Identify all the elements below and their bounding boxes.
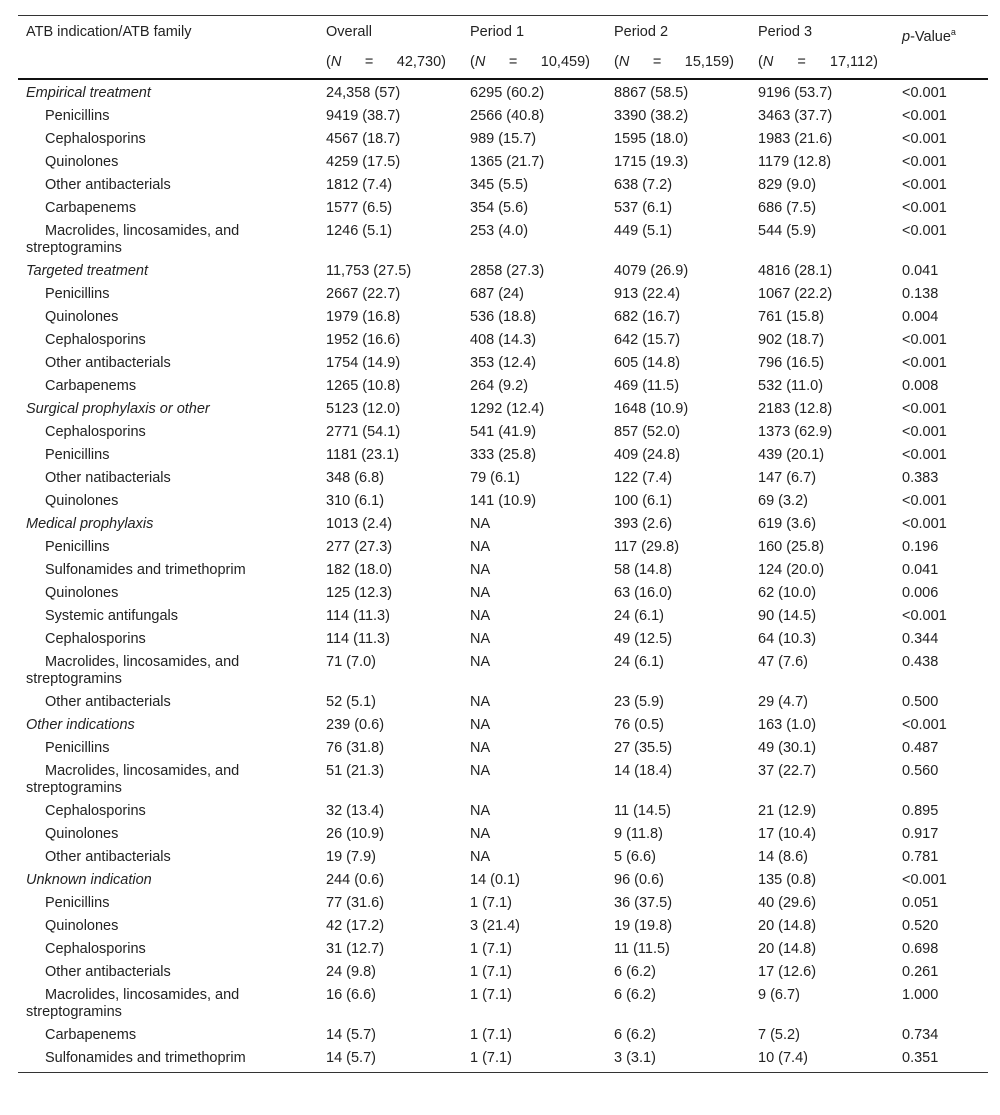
cell-p-value: <0.001 xyxy=(902,423,947,440)
family-row xyxy=(18,800,988,823)
cell-family: Targeted treatment xyxy=(26,262,148,279)
cell-period-3: 160 (25.8) xyxy=(758,538,825,555)
cell-p-value: <0.001 xyxy=(902,176,947,193)
cell-period-1: 1 (7.1) xyxy=(470,986,512,1003)
indication-row xyxy=(18,869,988,892)
cell-overall: 1979 (16.8) xyxy=(326,308,401,325)
cell-period-2: 9 (11.8) xyxy=(614,825,663,842)
cell-family: Cephalosporins xyxy=(45,630,146,647)
cell-period-2: 23 (5.9) xyxy=(614,693,664,710)
family-row xyxy=(18,352,988,375)
cell-period-3: 40 (29.6) xyxy=(758,894,817,911)
cell-period-2: 682 (16.7) xyxy=(614,308,681,325)
family-row xyxy=(18,651,988,691)
cell-family: Quinolones xyxy=(45,492,119,509)
cell-family: Sulfonamides and trimethoprim xyxy=(18,1047,318,1073)
cell-period-1: NA xyxy=(470,584,491,601)
cell-overall: 114 (11.3) xyxy=(326,630,390,647)
cell-period-3: 20 (14.8) xyxy=(758,917,817,934)
cell-period-1: 14 (0.1) xyxy=(470,871,520,888)
cell-period-2: 6 (6.2) xyxy=(614,986,656,1003)
header-n-0: (N = 42,730) xyxy=(318,46,462,79)
cell-period-1: 264 (9.2) xyxy=(470,377,529,394)
cell-family: Other antibacterials xyxy=(45,963,171,980)
cell-period-3: 9 (6.7) xyxy=(758,986,800,1003)
cell-period-3: 10 (7.4) xyxy=(750,1047,894,1073)
cell-p-value: <0.001 xyxy=(902,515,947,532)
cell-period-2: 14 (18.4) xyxy=(614,762,673,779)
cell-p-value: 0.041 xyxy=(902,561,939,578)
cell-period-1: 345 (5.5) xyxy=(470,176,529,193)
cell-family: Unknown indication xyxy=(26,871,152,888)
cell-p-value: <0.001 xyxy=(902,153,947,170)
cell-period-2: 409 (24.8) xyxy=(614,446,681,463)
cell-period-1: 1 (7.1) xyxy=(470,963,512,980)
cell-p-value: <0.001 xyxy=(902,222,947,239)
family-row xyxy=(18,892,988,915)
cell-family: Quinolones xyxy=(45,308,119,325)
cell-p-value: 0.051 xyxy=(902,894,939,911)
cell-period-3: 1067 (22.2) xyxy=(758,285,833,302)
cell-p-value: 0.438 xyxy=(902,653,939,670)
cell-period-2: 36 (37.5) xyxy=(614,894,673,911)
cell-overall: 125 (12.3) xyxy=(326,584,393,601)
cell-family: Cephalosporins xyxy=(45,802,146,819)
indication-row xyxy=(18,79,988,105)
header-empty-p xyxy=(894,46,988,79)
cell-period-3: 62 (10.0) xyxy=(758,584,817,601)
cell-overall: 14 (5.7) xyxy=(326,1026,376,1043)
cell-family: Other indications xyxy=(26,716,135,733)
cell-period-2: 117 (29.8) xyxy=(614,538,680,555)
header-period-1: Period 1 xyxy=(462,16,606,46)
cell-family: Quinolones xyxy=(45,917,119,934)
cell-overall: 31 (12.7) xyxy=(326,940,385,957)
cell-overall: 32 (13.4) xyxy=(326,802,385,819)
cell-period-3: 3463 (37.7) xyxy=(758,107,833,124)
family-row xyxy=(18,846,988,869)
cell-overall: 1812 (7.4) xyxy=(326,176,393,193)
cell-period-2: 3390 (38.2) xyxy=(614,107,689,124)
cell-p-value: 0.487 xyxy=(902,739,939,756)
cell-family: Other antibacterials xyxy=(45,693,171,710)
family-row xyxy=(18,1024,988,1047)
cell-p-value: 1.000 xyxy=(902,986,939,1003)
cell-p-value: <0.001 xyxy=(902,84,947,101)
cell-period-3: 49 (30.1) xyxy=(758,739,817,756)
cell-period-2: 24 (6.1) xyxy=(614,607,664,624)
cell-period-3: 1983 (21.6) xyxy=(758,130,833,147)
family-row xyxy=(18,559,988,582)
cell-period-1: NA xyxy=(470,739,491,756)
family-row xyxy=(18,605,988,628)
header-n-row xyxy=(18,46,988,79)
cell-overall: 71 (7.0) xyxy=(326,653,376,670)
cell-p-value: 0.500 xyxy=(902,693,939,710)
cell-period-2: 638 (7.2) xyxy=(614,176,673,193)
cell-family: Quinolones xyxy=(45,825,119,842)
cell-period-1: NA xyxy=(470,693,491,710)
atb-indication-table xyxy=(18,15,988,1073)
cell-p-value: <0.001 xyxy=(902,130,947,147)
cell-period-3: 147 (6.7) xyxy=(758,469,817,486)
cell-period-1: 541 (41.9) xyxy=(470,423,537,440)
cell-p-value: 0.351 xyxy=(894,1047,988,1073)
table-body xyxy=(18,79,988,1073)
atb-table-container xyxy=(18,15,988,1073)
cell-period-1: NA xyxy=(470,802,491,819)
cell-p-value: <0.001 xyxy=(902,446,947,463)
cell-p-value: 0.734 xyxy=(902,1026,939,1043)
cell-period-3: 796 (16.5) xyxy=(758,354,825,371)
cell-family: Other natibacterials xyxy=(45,469,171,486)
family-row xyxy=(18,1047,988,1073)
cell-overall: 1754 (14.9) xyxy=(326,354,401,371)
cell-period-2: 469 (11.5) xyxy=(614,377,680,394)
cell-overall: 5123 (12.0) xyxy=(326,400,401,417)
cell-overall: 244 (0.6) xyxy=(326,871,385,888)
cell-family: Carbapenems xyxy=(45,199,137,216)
cell-period-2: 393 (2.6) xyxy=(614,515,673,532)
cell-period-2: 24 (6.1) xyxy=(614,653,664,670)
cell-period-1: NA xyxy=(470,716,491,733)
cell-overall: 4567 (18.7) xyxy=(326,130,401,147)
cell-family: Quinolones xyxy=(45,153,119,170)
cell-period-2: 3 (3.1) xyxy=(606,1047,750,1073)
cell-family: Penicillins xyxy=(45,894,110,911)
cell-period-3: 4816 (28.1) xyxy=(758,262,833,279)
family-row xyxy=(18,984,988,1024)
cell-p-value: 0.041 xyxy=(902,262,939,279)
family-row xyxy=(18,283,988,306)
cell-period-2: 605 (14.8) xyxy=(614,354,681,371)
cell-period-2: 1715 (19.3) xyxy=(614,153,689,170)
cell-period-2: 19 (19.8) xyxy=(614,917,673,934)
indication-row xyxy=(18,714,988,737)
indication-row xyxy=(18,398,988,421)
cell-period-2: 5 (6.6) xyxy=(614,848,656,865)
cell-period-2: 27 (35.5) xyxy=(614,739,673,756)
cell-overall: 16 (6.6) xyxy=(326,986,376,1003)
cell-period-1: NA xyxy=(470,825,491,842)
cell-period-1: NA xyxy=(470,538,491,555)
cell-period-3: 69 (3.2) xyxy=(758,492,808,509)
cell-period-1: 353 (12.4) xyxy=(470,354,537,371)
cell-period-1: 354 (5.6) xyxy=(470,199,529,216)
cell-overall: 19 (7.9) xyxy=(326,848,376,865)
cell-overall: 239 (0.6) xyxy=(326,716,385,733)
cell-period-1: 989 (15.7) xyxy=(470,130,537,147)
cell-period-1: NA xyxy=(470,630,491,647)
cell-period-3: 686 (7.5) xyxy=(758,199,817,216)
cell-overall: 1181 (23.1) xyxy=(326,446,400,463)
cell-period-2: 4079 (26.9) xyxy=(614,262,689,279)
cell-period-1: 408 (14.3) xyxy=(470,331,537,348)
cell-period-2: 11 (11.5) xyxy=(614,940,670,957)
cell-overall: 1013 (2.4) xyxy=(326,515,393,532)
family-row xyxy=(18,490,988,513)
cell-family: Carbapenems xyxy=(45,377,137,394)
cell-p-value: <0.001 xyxy=(902,492,947,509)
cell-period-3: 7 (5.2) xyxy=(758,1026,800,1043)
header-empty xyxy=(18,46,318,79)
cell-family: Macrolides, lincosamides, and streptogramins xyxy=(26,986,240,1020)
cell-period-1: 6295 (60.2) xyxy=(470,84,545,101)
cell-family: Penicillins xyxy=(45,739,110,756)
cell-family: Other antibacterials xyxy=(45,848,171,865)
cell-period-3: 544 (5.9) xyxy=(758,222,817,239)
family-row xyxy=(18,961,988,984)
family-row xyxy=(18,536,988,559)
cell-period-1: NA xyxy=(470,515,491,532)
header-n-2: (N = 15,159) xyxy=(606,46,750,79)
family-row xyxy=(18,105,988,128)
cell-p-value: 0.698 xyxy=(902,940,939,957)
cell-period-1: 333 (25.8) xyxy=(470,446,537,463)
cell-period-3: 2183 (12.8) xyxy=(758,400,833,417)
cell-overall: 277 (27.3) xyxy=(326,538,393,555)
cell-p-value: <0.001 xyxy=(902,716,947,733)
cell-period-3: 37 (22.7) xyxy=(758,762,817,779)
family-row xyxy=(18,938,988,961)
cell-period-1: 1 (7.1) xyxy=(470,940,512,957)
cell-period-3: 17 (10.4) xyxy=(758,825,817,842)
cell-period-1: 253 (4.0) xyxy=(470,222,529,239)
cell-period-1: 1 (7.1) xyxy=(462,1047,606,1073)
family-row xyxy=(18,197,988,220)
cell-p-value: <0.001 xyxy=(902,107,947,124)
family-row xyxy=(18,691,988,714)
cell-period-2: 96 (0.6) xyxy=(614,871,664,888)
cell-p-value: <0.001 xyxy=(902,400,947,417)
family-row xyxy=(18,128,988,151)
cell-family: Sulfonamides and trimethoprim xyxy=(45,561,246,578)
cell-p-value: 0.344 xyxy=(902,630,939,647)
cell-family: Surgical prophylaxis or other xyxy=(26,400,210,417)
cell-period-1: NA xyxy=(470,561,491,578)
cell-overall: 51 (21.3) xyxy=(326,762,385,779)
cell-overall: 77 (31.6) xyxy=(326,894,385,911)
cell-period-1: 2858 (27.3) xyxy=(470,262,545,279)
cell-period-1: 79 (6.1) xyxy=(470,469,520,486)
cell-period-3: 47 (7.6) xyxy=(758,653,808,670)
cell-p-value: 0.520 xyxy=(902,917,939,934)
cell-period-3: 532 (11.0) xyxy=(758,377,824,394)
cell-p-value: 0.560 xyxy=(902,762,939,779)
cell-p-value: <0.001 xyxy=(902,331,947,348)
indication-row xyxy=(18,260,988,283)
cell-family: Carbapenems xyxy=(45,1026,137,1043)
cell-p-value: 0.138 xyxy=(902,285,939,302)
cell-period-2: 537 (6.1) xyxy=(614,199,673,216)
cell-overall: 1952 (16.6) xyxy=(326,331,401,348)
cell-period-1: 2566 (40.8) xyxy=(470,107,545,124)
cell-overall: 76 (31.8) xyxy=(326,739,385,756)
cell-period-1: NA xyxy=(470,653,491,670)
header-indication: ATB indication/ATB family xyxy=(18,16,318,46)
cell-period-1: NA xyxy=(470,762,491,779)
cell-overall: 42 (17.2) xyxy=(326,917,385,934)
cell-period-3: 902 (18.7) xyxy=(758,331,825,348)
cell-p-value: 0.008 xyxy=(902,377,939,394)
cell-period-3: 163 (1.0) xyxy=(758,716,817,733)
cell-overall: 2667 (22.7) xyxy=(326,285,401,302)
cell-period-3: 21 (12.9) xyxy=(758,802,817,819)
cell-overall: 52 (5.1) xyxy=(326,693,376,710)
cell-p-value: 0.004 xyxy=(902,308,939,325)
cell-family: Macrolides, lincosamides, and streptogramins xyxy=(26,653,240,687)
cell-p-value: 0.781 xyxy=(902,848,939,865)
family-row xyxy=(18,151,988,174)
cell-overall: 310 (6.1) xyxy=(326,492,385,509)
cell-p-value: 0.006 xyxy=(902,584,939,601)
cell-period-2: 6 (6.2) xyxy=(614,1026,656,1043)
cell-overall: 9419 (38.7) xyxy=(326,107,401,124)
header-period-3: Period 3 xyxy=(750,16,894,46)
header-n-3: (N = 17,112) xyxy=(750,46,894,79)
cell-period-3: 64 (10.3) xyxy=(758,630,817,647)
cell-period-2: 913 (22.4) xyxy=(614,285,681,302)
cell-period-3: 9196 (53.7) xyxy=(758,84,833,101)
cell-period-1: NA xyxy=(470,848,491,865)
cell-period-2: 76 (0.5) xyxy=(614,716,664,733)
cell-family: Empirical treatment xyxy=(26,84,151,101)
cell-period-3: 1179 (12.8) xyxy=(758,153,832,170)
cell-overall: 1265 (10.8) xyxy=(326,377,401,394)
family-row xyxy=(18,467,988,490)
family-row xyxy=(18,444,988,467)
cell-family: Systemic antifungals xyxy=(45,607,178,624)
cell-overall: 182 (18.0) xyxy=(326,561,393,578)
cell-period-2: 449 (5.1) xyxy=(614,222,673,239)
cell-overall: 114 (11.3) xyxy=(326,607,390,624)
family-row xyxy=(18,760,988,800)
cell-family: Penicillins xyxy=(45,446,110,463)
cell-period-3: 619 (3.6) xyxy=(758,515,817,532)
cell-period-3: 761 (15.8) xyxy=(758,308,825,325)
cell-family: Penicillins xyxy=(45,285,110,302)
cell-period-3: 90 (14.5) xyxy=(758,607,817,624)
family-row xyxy=(18,329,988,352)
cell-family: Other antibacterials xyxy=(45,354,171,371)
cell-period-2: 857 (52.0) xyxy=(614,423,681,440)
cell-p-value: 0.917 xyxy=(902,825,939,842)
cell-period-1: NA xyxy=(470,607,491,624)
cell-overall: 348 (6.8) xyxy=(326,469,385,486)
cell-period-1: 3 (21.4) xyxy=(470,917,520,934)
family-row xyxy=(18,220,988,260)
family-row xyxy=(18,823,988,846)
cell-family: Penicillins xyxy=(45,107,110,124)
cell-period-2: 6 (6.2) xyxy=(614,963,656,980)
cell-period-3: 20 (14.8) xyxy=(758,940,817,957)
cell-family: Cephalosporins xyxy=(45,423,146,440)
cell-overall: 24 (9.8) xyxy=(326,963,376,980)
family-row xyxy=(18,582,988,605)
cell-family: Medical prophylaxis xyxy=(26,515,154,532)
cell-overall: 1246 (5.1) xyxy=(326,222,393,239)
cell-period-2: 642 (15.7) xyxy=(614,331,681,348)
header-p-value: p-Value$^a$ xyxy=(894,16,988,46)
cell-period-1: 1 (7.1) xyxy=(470,894,512,911)
cell-period-1: 141 (10.9) xyxy=(470,492,537,509)
cell-family: Macrolides, lincosamides, and streptogramins xyxy=(26,222,240,256)
cell-period-1: 1365 (21.7) xyxy=(470,153,545,170)
cell-family: Cephalosporins xyxy=(45,130,146,147)
cell-period-3: 29 (4.7) xyxy=(758,693,808,710)
cell-p-value: 0.895 xyxy=(902,802,939,819)
family-row xyxy=(18,628,988,651)
cell-overall: 4259 (17.5) xyxy=(326,153,401,170)
cell-period-3: 14 (8.6) xyxy=(758,848,808,865)
cell-period-1: 536 (18.8) xyxy=(470,308,537,325)
cell-overall: 14 (5.7) xyxy=(318,1047,462,1073)
cell-overall: 2771 (54.1) xyxy=(326,423,401,440)
cell-period-3: 17 (12.6) xyxy=(758,963,817,980)
cell-overall: 24,358 (57) xyxy=(326,84,401,101)
cell-period-3: 829 (9.0) xyxy=(758,176,817,193)
cell-period-2: 1648 (10.9) xyxy=(614,400,689,417)
cell-period-2: 63 (16.0) xyxy=(614,584,673,601)
cell-period-3: 439 (20.1) xyxy=(758,446,825,463)
cell-p-value: <0.001 xyxy=(902,199,947,216)
cell-overall: 26 (10.9) xyxy=(326,825,385,842)
cell-period-2: 11 (14.5) xyxy=(614,802,671,819)
cell-period-2: 122 (7.4) xyxy=(614,469,673,486)
cell-period-2: 1595 (18.0) xyxy=(614,130,689,147)
cell-p-value: 0.383 xyxy=(902,469,939,486)
family-row xyxy=(18,915,988,938)
cell-family: Quinolones xyxy=(45,584,119,601)
header-n-1: (N = 10,459) xyxy=(462,46,606,79)
cell-overall: 11,753 (27.5) xyxy=(326,262,412,279)
header-period-2: Period 2 xyxy=(606,16,750,46)
cell-family: Cephalosporins xyxy=(45,331,146,348)
cell-period-2: 49 (12.5) xyxy=(614,630,673,647)
cell-p-value: 0.196 xyxy=(902,538,939,555)
cell-family: Macrolides, lincosamides, and streptogramins xyxy=(26,762,240,796)
family-row xyxy=(18,421,988,444)
cell-family: Penicillins xyxy=(45,538,110,555)
cell-family: Cephalosporins xyxy=(45,940,146,957)
cell-period-1: 1292 (12.4) xyxy=(470,400,545,417)
indication-row xyxy=(18,513,988,536)
cell-period-3: 1373 (62.9) xyxy=(758,423,833,440)
cell-period-2: 8867 (58.5) xyxy=(614,84,689,101)
family-row xyxy=(18,174,988,197)
header-row xyxy=(18,16,988,46)
cell-period-3: 124 (20.0) xyxy=(758,561,825,578)
family-row xyxy=(18,306,988,329)
header-overall: Overall xyxy=(318,16,462,46)
cell-period-3: 135 (0.8) xyxy=(758,871,817,888)
cell-period-1: 687 (24) xyxy=(470,285,525,302)
cell-family: Other antibacterials xyxy=(45,176,171,193)
cell-overall: 1577 (6.5) xyxy=(326,199,393,216)
cell-p-value: <0.001 xyxy=(902,871,947,888)
cell-period-2: 100 (6.1) xyxy=(614,492,673,509)
cell-p-value: 0.261 xyxy=(902,963,939,980)
cell-period-1: 1 (7.1) xyxy=(470,1026,512,1043)
cell-p-value: <0.001 xyxy=(902,354,947,371)
family-row xyxy=(18,375,988,398)
family-row xyxy=(18,737,988,760)
cell-p-value: <0.001 xyxy=(902,607,947,624)
cell-period-2: 58 (14.8) xyxy=(614,561,673,578)
